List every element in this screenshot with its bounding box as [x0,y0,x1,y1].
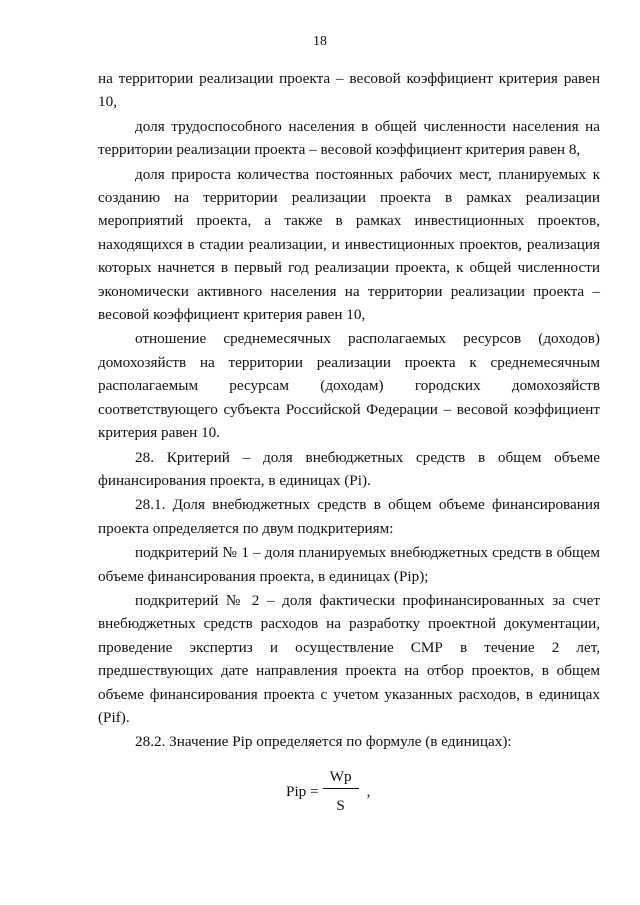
paragraph-4: отношение среднемесячных располагаемых ресурсов (доходов) домохозяйств на территории реализации проекта к среднемесячным располагаемым ресурсам (доходам) городских домохозяйств соответствующего субъекта Российской Федерации – весовой коэффициент критерия равен 10. [98,330,600,442]
formula-numerator: Wp [329,768,352,785]
formula-denominator: S [336,797,345,814]
formula-comma: , [366,782,371,800]
paragraph-8: подкритерий № 2 – доля фактически профинансированных за счет внебюджетных средств расходов на разработку проектной документации, проведение экспертиз и осуществление СМР в течение 2 лет, предшествующих дате направления проекта на отбор проектов, в общем объеме финансирования проекта с учетом указанных расходов, в единицах (Pif). [98,591,600,726]
document-body [98,67,600,754]
paragraph-6: 28.1. Доля внебюджетных средств в общем объеме финансирования проекта определяется по двум подкритериям: [98,496,600,537]
formula-fraction [323,768,359,815]
formula-pip [286,768,370,815]
paragraph-5: 28. Критерий – доля внебюджетных средств в общем объеме финансирования проекта, в единицах (Pi). [98,448,600,489]
paragraph-9: 28.2. Значение Pip определяется по формуле (в единицах): [135,733,512,751]
paragraph-7: подкритерий № 1 – доля планируемых внебюджетных средств в общем объеме финансирования проекта, в единицах (Pip); [98,544,600,585]
page-number: 18 [313,34,327,49]
formula-lhs: Pip = [286,782,319,800]
paragraph-2: доля трудоспособного населения в общей численности населения на территории реализации проекта – весовой коэффициент критерия равен 8, [98,117,600,159]
paragraph-3: доля прироста количества постоянных рабочих мест, планируемых к созданию на территории реализации проекта в рамках реализации мероприятий проекта, а также в рамках инвестиционных проектов, находящихся в стадии реализации, и инвестиционных проектов, реализация которых начнется в первый год реализации проекта, к общей численности экономически активного населения на территории реализации проекта – весовой коэффициент критерия равен 10, [98,165,600,324]
paragraph-1: на территории реализации проекта – весовой коэффициент критерия равен 10, [98,70,600,111]
